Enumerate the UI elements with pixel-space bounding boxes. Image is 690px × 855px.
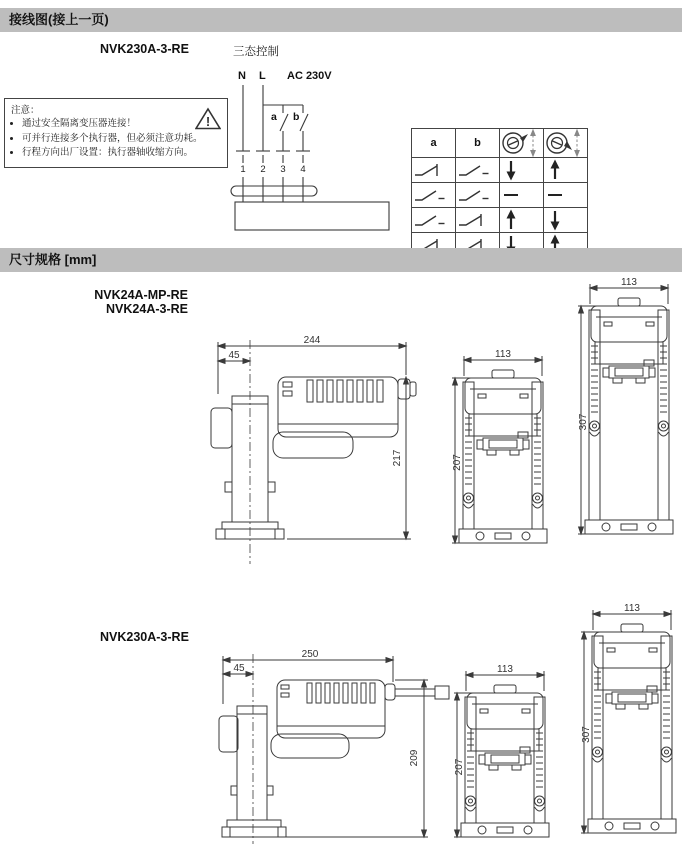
dim-width: 113 <box>497 664 513 675</box>
dim-45: 45 <box>228 350 240 361</box>
dimension-models-row1 <box>60 288 188 316</box>
dim-217: 217 <box>392 449 403 467</box>
rotary-switch-pos2-icon <box>544 129 588 158</box>
direction-down-icon <box>500 158 544 183</box>
switch-a-state-open <box>412 183 456 208</box>
notes-box <box>4 98 228 168</box>
note-item: • 通过安全隔离变压器连接！ <box>22 117 221 132</box>
dim-244: 244 <box>303 335 321 346</box>
note-item: • 可并行连接多个执行器，但必须注意功耗。 <box>22 132 221 147</box>
switch-b-state-open <box>456 183 500 208</box>
dim-height: 207 <box>454 758 465 776</box>
dimension-model-row2: NVK230A-3-RE <box>100 630 189 644</box>
direction-stop-icon <box>544 183 588 208</box>
switch-a-label: a <box>271 111 277 123</box>
model-nvk24a-3-re: NVK24A-3-RE <box>106 302 188 316</box>
switch-a-state-open <box>412 208 456 233</box>
direction-up-icon <box>500 208 544 233</box>
front-view-drawing-207 <box>448 348 552 546</box>
terminal-3: 3 <box>280 164 286 175</box>
side-view-drawing-nvk230a <box>215 648 455 846</box>
terminal-2: 2 <box>260 164 266 175</box>
switch-b-state-open <box>456 158 500 183</box>
section-title-dimensions: 尺寸规格 [mm] <box>0 248 682 272</box>
rotary-switch-pos1-icon <box>500 129 544 158</box>
control-type-label: 三态控制 <box>233 46 279 58</box>
dim-width: 113 <box>621 277 637 288</box>
wiring-diagram <box>225 85 405 235</box>
terminal-4: 4 <box>300 164 306 175</box>
wiring-model-label: NVK230A-3-RE <box>100 42 189 56</box>
warning-triangle-icon <box>195 107 221 130</box>
front-view-drawing-307 <box>574 276 678 537</box>
wire-label-l: L <box>259 70 266 82</box>
control-table-row <box>412 158 588 183</box>
dim-height: 307 <box>581 726 592 743</box>
svg-text:!: ! <box>205 114 211 129</box>
section-title-wiring: 接线图(接上一页) <box>0 8 682 32</box>
model-nvk24a-mp-re: NVK24A-MP-RE <box>94 288 188 302</box>
dim-width: 113 <box>624 603 640 614</box>
table-header-a: a <box>412 129 456 158</box>
control-table-row <box>412 208 588 233</box>
dim-45: 45 <box>233 663 245 674</box>
control-table-row <box>412 183 588 208</box>
side-view-drawing-nvk24a <box>195 332 425 572</box>
dim-209: 209 <box>409 749 420 767</box>
control-logic-table <box>411 128 588 258</box>
direction-up-icon <box>544 158 588 183</box>
note-item: • 行程方向出厂设置：执行器轴收缩方向。 <box>22 146 221 161</box>
wire-label-n: N <box>238 70 246 82</box>
front-view-drawing-307-b <box>577 602 681 836</box>
notes-list <box>11 117 221 161</box>
terminal-1: 1 <box>240 164 246 175</box>
dim-width: 113 <box>495 349 511 360</box>
wire-label-ac230v: AC 230V <box>287 70 332 82</box>
notes-title: 注意： <box>11 105 40 116</box>
switch-a-state-closed <box>412 158 456 183</box>
switch-b-label: b <box>293 111 300 123</box>
direction-stop-icon <box>500 183 544 208</box>
dim-height: 307 <box>578 413 589 431</box>
switch-b-state-closed <box>456 208 500 233</box>
table-header-b: b <box>456 129 500 158</box>
dim-250: 250 <box>301 649 319 660</box>
front-view-drawing-207-b <box>450 663 554 840</box>
dim-height: 207 <box>452 454 463 471</box>
direction-down-icon <box>544 208 588 233</box>
